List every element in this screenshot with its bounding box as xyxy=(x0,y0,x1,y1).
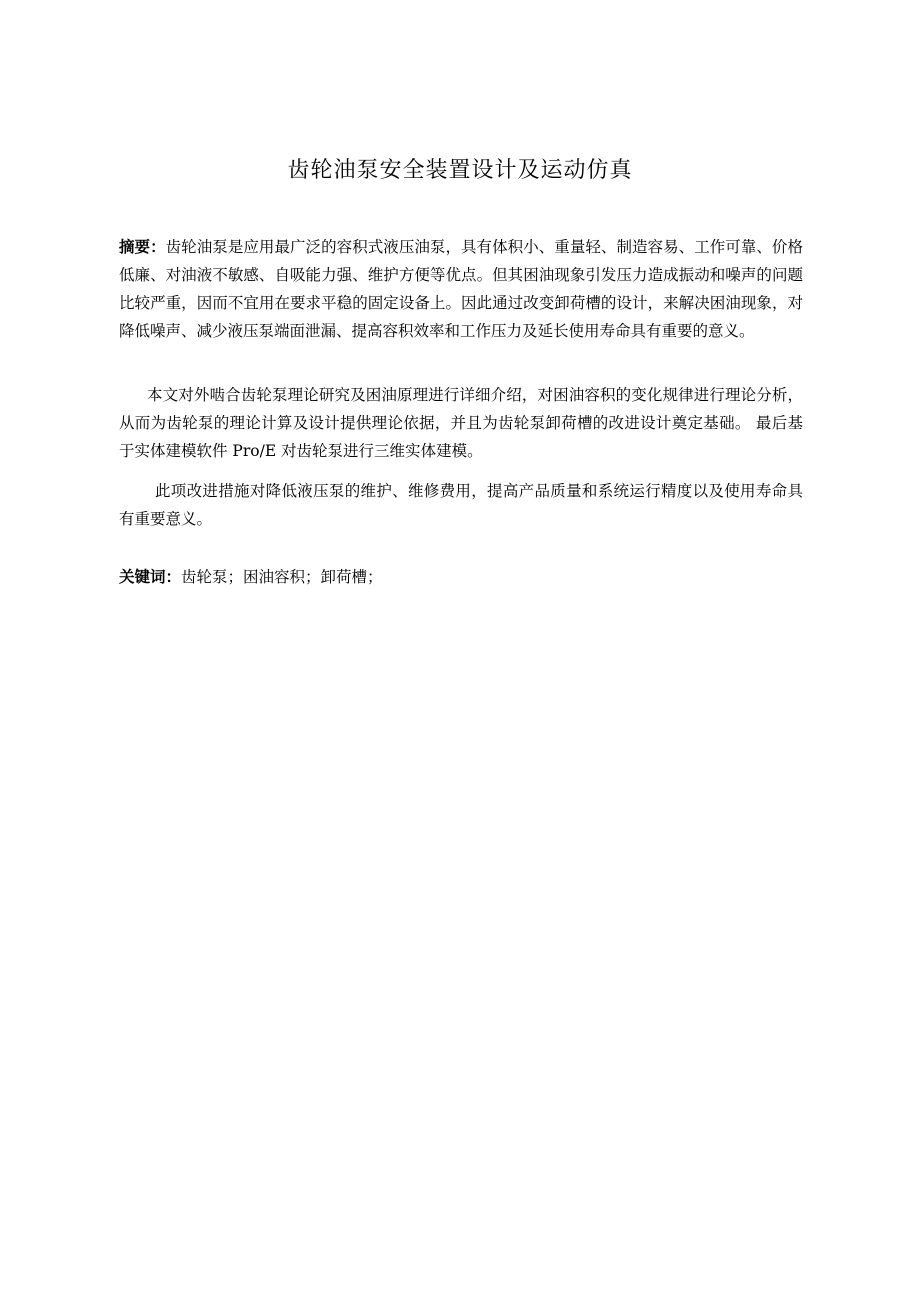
keywords-line xyxy=(119,563,803,591)
abstract-label: 摘要： xyxy=(119,238,166,256)
body-paragraph-3: 此项改进措施对降低液压泵的维护、维修费用，提高产品质量和系统运行精度以及使用寿命具有重要意义。 xyxy=(119,482,803,528)
abstract-paragraph xyxy=(119,233,803,345)
keywords-label: 关键词： xyxy=(119,568,182,586)
keywords-text: 齿轮泵；困油容积；卸荷槽； xyxy=(181,568,383,586)
abstract-text: 齿轮油泵是应用最广泛的容积式液压油泵，具有体积小、重量轻、制造容易、工作可靠、价格低廉、对油液不敏感、自吸能力强、维护方便等优点。但其困油现象引发压力造成振动和噪声的问题比较严重，因而不宜用在要求平稳的固定设备上。因此通过改变卸荷槽的设计，来解决困油现象，对降低噪声、减少液压泵端面泄漏、提高容积效率和工作压力及延长使用寿命具有重要的意义。 xyxy=(119,238,803,340)
body-paragraph-2: 本文对外啮合齿轮泵理论研究及困油原理进行详细介绍，对困油容积的变化规律进行理论分析，从而为齿轮泵的理论计算及设计提供理论依据，并且为齿轮泵卸荷槽的改进设计奠定基础。 最后基于实体建模软件 Pro/E 对齿轮泵进行三维实体建模。 xyxy=(119,386,803,460)
document-title: 齿轮油泵安全装置设计及运动仿真 xyxy=(287,158,633,183)
